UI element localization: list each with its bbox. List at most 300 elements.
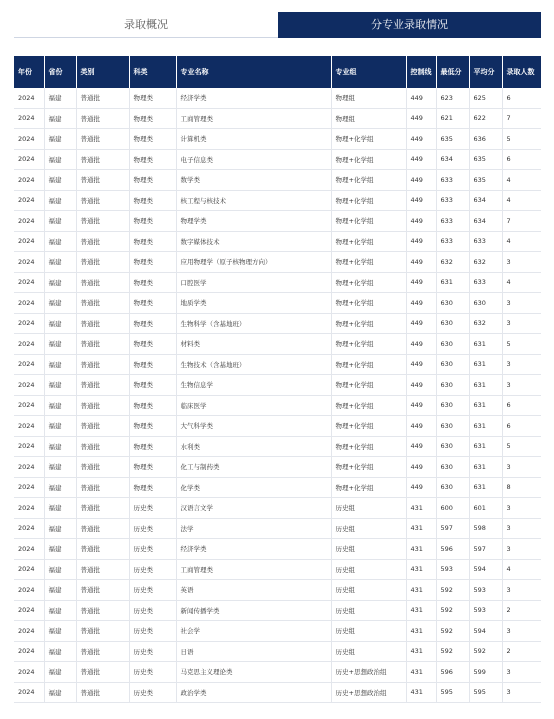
table-cell: 普通批	[76, 457, 129, 478]
table-cell: 3	[502, 539, 541, 560]
table-cell: 历史类	[129, 600, 176, 621]
table-row	[14, 457, 541, 478]
header-major-group: 专业组	[331, 56, 406, 88]
table-cell: 普通批	[76, 272, 129, 293]
table-cell: 物理类	[129, 149, 176, 170]
table-row	[14, 231, 541, 252]
table-cell: 631	[469, 375, 502, 396]
table-cell: 物理+化学组	[331, 457, 406, 478]
table-cell: 596	[436, 662, 469, 683]
table-cell: 2024	[14, 457, 44, 478]
table-cell: 福建	[44, 129, 76, 150]
table-cell: 6	[502, 88, 541, 108]
table-cell: 449	[406, 252, 436, 273]
table-cell: 福建	[44, 641, 76, 662]
table-cell: 3	[502, 662, 541, 683]
table-cell: 生物技术（含基地班）	[176, 354, 331, 375]
table-cell: 2024	[14, 272, 44, 293]
table-cell: 普通批	[76, 621, 129, 642]
table-cell: 水利类	[176, 436, 331, 457]
table-cell: 物理+化学组	[331, 477, 406, 498]
table-cell: 2024	[14, 395, 44, 416]
table-cell: 2024	[14, 498, 44, 519]
table-cell: 631	[469, 416, 502, 437]
table-cell: 普通批	[76, 559, 129, 580]
table-cell: 福建	[44, 662, 76, 683]
table-cell: 福建	[44, 600, 76, 621]
table-cell: 3	[502, 580, 541, 601]
table-cell: 3	[502, 682, 541, 703]
table-cell: 4	[502, 559, 541, 580]
table-cell: 福建	[44, 580, 76, 601]
table-cell: 物理+化学组	[331, 436, 406, 457]
table-cell: 物理类	[129, 170, 176, 191]
table-cell: 633	[436, 190, 469, 211]
table-row	[14, 129, 541, 150]
table-cell: 化工与制药类	[176, 457, 331, 478]
table-cell: 普通批	[76, 518, 129, 539]
tab-admission-overview[interactable]: 录取概况	[14, 12, 278, 38]
table-cell: 福建	[44, 108, 76, 129]
table-cell: 新闻传播学类	[176, 600, 331, 621]
table-cell: 449	[406, 313, 436, 334]
table-cell: 6	[502, 395, 541, 416]
table-cell: 449	[406, 354, 436, 375]
table-cell: 物理+化学组	[331, 190, 406, 211]
table-cell: 工商管理类	[176, 559, 331, 580]
table-row	[14, 559, 541, 580]
table-cell: 5	[502, 436, 541, 457]
table-cell: 634	[469, 211, 502, 232]
table-cell: 物理类	[129, 129, 176, 150]
table-cell: 物理类	[129, 457, 176, 478]
table-cell: 普通批	[76, 580, 129, 601]
table-cell: 福建	[44, 559, 76, 580]
table-cell: 福建	[44, 149, 76, 170]
table-cell: 普通批	[76, 498, 129, 519]
table-cell: 普通批	[76, 539, 129, 560]
table-cell: 2024	[14, 334, 44, 355]
table-cell: 635	[436, 129, 469, 150]
table-cell: 636	[469, 129, 502, 150]
table-cell: 物理学类	[176, 211, 331, 232]
table-row	[14, 252, 541, 273]
table-cell: 449	[406, 149, 436, 170]
table-cell: 物理+化学组	[331, 211, 406, 232]
table-cell: 633	[436, 211, 469, 232]
table-cell: 633	[469, 231, 502, 252]
table-cell: 4	[502, 190, 541, 211]
table-row	[14, 170, 541, 191]
table-cell: 2024	[14, 88, 44, 108]
table-cell: 449	[406, 395, 436, 416]
table-cell: 2024	[14, 190, 44, 211]
table-cell: 431	[406, 621, 436, 642]
tab-admission-by-major[interactable]: 分专业录取情况	[278, 12, 541, 38]
table-cell: 福建	[44, 190, 76, 211]
table-cell: 物理+化学组	[331, 293, 406, 314]
table-row	[14, 272, 541, 293]
table-cell: 449	[406, 211, 436, 232]
table-cell: 历史类	[129, 682, 176, 703]
table-cell: 物理+化学组	[331, 149, 406, 170]
table-cell: 592	[436, 600, 469, 621]
table-cell: 物理类	[129, 334, 176, 355]
table-cell: 630	[436, 334, 469, 355]
table-cell: 2024	[14, 641, 44, 662]
table-cell: 5	[502, 334, 541, 355]
table-cell: 生物科学（含基地班）	[176, 313, 331, 334]
table-cell: 3	[502, 621, 541, 642]
table-cell: 普通批	[76, 108, 129, 129]
table-cell: 631	[469, 354, 502, 375]
table-cell: 631	[469, 457, 502, 478]
table-cell: 临床医学	[176, 395, 331, 416]
table-row	[14, 580, 541, 601]
table-cell: 福建	[44, 457, 76, 478]
table-cell: 物理组	[331, 108, 406, 129]
table-cell: 福建	[44, 416, 76, 437]
table-cell: 历史类	[129, 662, 176, 683]
table-cell: 经济学类	[176, 539, 331, 560]
table-cell: 政治学类	[176, 682, 331, 703]
table-cell: 449	[406, 272, 436, 293]
table-cell: 632	[469, 313, 502, 334]
table-cell: 物理+化学组	[331, 375, 406, 396]
table-cell: 历史类	[129, 580, 176, 601]
table-cell: 431	[406, 662, 436, 683]
table-cell: 物理类	[129, 416, 176, 437]
table-cell: 普通批	[76, 436, 129, 457]
table-cell: 4	[502, 272, 541, 293]
table-cell: 633	[469, 272, 502, 293]
table-cell: 596	[436, 539, 469, 560]
table-cell: 物理类	[129, 354, 176, 375]
table-cell: 632	[436, 252, 469, 273]
header-major-name: 专业名称	[176, 56, 331, 88]
table-cell: 449	[406, 170, 436, 191]
table-cell: 630	[436, 436, 469, 457]
table-cell: 福建	[44, 211, 76, 232]
table-cell: 2024	[14, 416, 44, 437]
table-cell: 普通批	[76, 88, 129, 108]
table-row	[14, 88, 541, 108]
table-cell: 449	[406, 334, 436, 355]
table-row	[14, 149, 541, 170]
table-cell: 核工程与核技术	[176, 190, 331, 211]
table-cell: 2024	[14, 129, 44, 150]
header-min-score: 最低分	[436, 56, 469, 88]
table-cell: 物理+化学组	[331, 252, 406, 273]
table-cell: 历史组	[331, 641, 406, 662]
table-cell: 631	[469, 477, 502, 498]
table-row	[14, 313, 541, 334]
table-cell: 福建	[44, 539, 76, 560]
table-cell: 631	[436, 272, 469, 293]
table-row	[14, 477, 541, 498]
table-cell: 2024	[14, 252, 44, 273]
table-cell: 历史类	[129, 621, 176, 642]
table-cell: 630	[436, 354, 469, 375]
table-cell: 2024	[14, 170, 44, 191]
table-cell: 生物信息学	[176, 375, 331, 396]
table-cell: 普通批	[76, 416, 129, 437]
table-cell: 594	[469, 621, 502, 642]
table-cell: 630	[436, 457, 469, 478]
table-cell: 6	[502, 149, 541, 170]
table-row	[14, 211, 541, 232]
table-cell: 物理类	[129, 375, 176, 396]
table-row	[14, 621, 541, 642]
table-cell: 物理+化学组	[331, 354, 406, 375]
table-header-row	[14, 56, 541, 88]
table-cell: 631	[469, 395, 502, 416]
table-cell: 2024	[14, 436, 44, 457]
table-cell: 物理类	[129, 477, 176, 498]
table-row	[14, 662, 541, 683]
table-cell: 历史组	[331, 559, 406, 580]
table-cell: 633	[436, 231, 469, 252]
table-cell: 普通批	[76, 252, 129, 273]
table-cell: 福建	[44, 375, 76, 396]
table-cell: 2024	[14, 539, 44, 560]
table-cell: 普通批	[76, 170, 129, 191]
table-cell: 4	[502, 170, 541, 191]
table-cell: 数学类	[176, 170, 331, 191]
table-cell: 431	[406, 539, 436, 560]
table-cell: 2024	[14, 662, 44, 683]
table-cell: 2024	[14, 149, 44, 170]
table-row	[14, 395, 541, 416]
table-cell: 622	[469, 108, 502, 129]
table-cell: 社会学	[176, 621, 331, 642]
tab-bar	[14, 12, 541, 38]
table-cell: 449	[406, 129, 436, 150]
table-cell: 福建	[44, 88, 76, 108]
table-cell: 化学类	[176, 477, 331, 498]
table-cell: 630	[436, 416, 469, 437]
table-row	[14, 600, 541, 621]
table-cell: 福建	[44, 395, 76, 416]
table-cell: 物理+化学组	[331, 313, 406, 334]
table-cell: 595	[436, 682, 469, 703]
table-cell: 2024	[14, 477, 44, 498]
table-cell: 福建	[44, 354, 76, 375]
table-cell: 物理+化学组	[331, 231, 406, 252]
table-cell: 635	[469, 170, 502, 191]
header-year: 年份	[14, 56, 44, 88]
table-cell: 大气科学类	[176, 416, 331, 437]
table-cell: 普通批	[76, 211, 129, 232]
table-cell: 马克思主义理论类	[176, 662, 331, 683]
table-row	[14, 354, 541, 375]
table-cell: 431	[406, 641, 436, 662]
table-cell: 普通批	[76, 641, 129, 662]
table-cell: 601	[469, 498, 502, 519]
table-cell: 计算机类	[176, 129, 331, 150]
table-cell: 2024	[14, 518, 44, 539]
table-cell: 福建	[44, 272, 76, 293]
table-cell: 物理类	[129, 108, 176, 129]
table-cell: 594	[469, 559, 502, 580]
table-cell: 福建	[44, 477, 76, 498]
table-cell: 2024	[14, 621, 44, 642]
table-row	[14, 518, 541, 539]
table-cell: 599	[469, 662, 502, 683]
table-cell: 449	[406, 375, 436, 396]
table-cell: 普通批	[76, 375, 129, 396]
table-cell: 物理类	[129, 272, 176, 293]
table-row	[14, 293, 541, 314]
table-cell: 2024	[14, 293, 44, 314]
header-avg-score: 平均分	[469, 56, 502, 88]
table-cell: 431	[406, 518, 436, 539]
table-cell: 449	[406, 436, 436, 457]
table-cell: 592	[436, 621, 469, 642]
table-cell: 普通批	[76, 682, 129, 703]
table-cell: 630	[436, 395, 469, 416]
table-cell: 598	[469, 518, 502, 539]
table-cell: 3	[502, 457, 541, 478]
table-row	[14, 436, 541, 457]
table-cell: 595	[469, 682, 502, 703]
table-row	[14, 416, 541, 437]
table-cell: 3	[502, 313, 541, 334]
table-row	[14, 375, 541, 396]
table-cell: 449	[406, 457, 436, 478]
table-cell: 物理+化学组	[331, 334, 406, 355]
table-cell: 449	[406, 88, 436, 108]
table-cell: 8	[502, 477, 541, 498]
table-cell: 普通批	[76, 334, 129, 355]
table-cell: 449	[406, 108, 436, 129]
table-cell: 2024	[14, 354, 44, 375]
table-cell: 英语	[176, 580, 331, 601]
table-cell: 应用物理学（原子核物理方向）	[176, 252, 331, 273]
admission-table	[14, 56, 541, 703]
table-cell: 福建	[44, 682, 76, 703]
table-cell: 历史组	[331, 498, 406, 519]
table-cell: 449	[406, 293, 436, 314]
table-cell: 2024	[14, 231, 44, 252]
table-cell: 630	[436, 293, 469, 314]
table-cell: 材料类	[176, 334, 331, 355]
table-cell: 普通批	[76, 190, 129, 211]
table-cell: 2	[502, 600, 541, 621]
table-cell: 3	[502, 354, 541, 375]
table-cell: 历史组	[331, 621, 406, 642]
table-cell: 623	[436, 88, 469, 108]
table-cell: 物理类	[129, 88, 176, 108]
header-province: 省份	[44, 56, 76, 88]
table-cell: 593	[469, 600, 502, 621]
table-cell: 631	[469, 436, 502, 457]
table-cell: 物理+化学组	[331, 395, 406, 416]
table-cell: 物理类	[129, 231, 176, 252]
table-cell: 630	[436, 375, 469, 396]
table-body	[14, 88, 541, 703]
table-cell: 物理类	[129, 313, 176, 334]
table-cell: 物理+化学组	[331, 129, 406, 150]
table-cell: 地质学类	[176, 293, 331, 314]
table-cell: 431	[406, 498, 436, 519]
table-cell: 普通批	[76, 600, 129, 621]
table-cell: 431	[406, 580, 436, 601]
header-subject-type: 科类	[129, 56, 176, 88]
table-cell: 2024	[14, 559, 44, 580]
table-cell: 449	[406, 477, 436, 498]
table-cell: 物理+化学组	[331, 272, 406, 293]
table-cell: 普通批	[76, 149, 129, 170]
table-cell: 物理类	[129, 395, 176, 416]
table-cell: 600	[436, 498, 469, 519]
table-cell: 普通批	[76, 477, 129, 498]
table-cell: 449	[406, 231, 436, 252]
table-cell: 2024	[14, 108, 44, 129]
table-cell: 630	[469, 293, 502, 314]
table-cell: 历史+思想政治组	[331, 662, 406, 683]
table-cell: 历史组	[331, 539, 406, 560]
table-cell: 632	[469, 252, 502, 273]
table-cell: 法学	[176, 518, 331, 539]
table-cell: 数字媒体技术	[176, 231, 331, 252]
table-cell: 625	[469, 88, 502, 108]
table-row	[14, 682, 541, 703]
table-cell: 福建	[44, 334, 76, 355]
table-cell: 630	[436, 477, 469, 498]
table-cell: 历史组	[331, 580, 406, 601]
table-cell: 历史类	[129, 498, 176, 519]
table-cell: 7	[502, 211, 541, 232]
table-cell: 普通批	[76, 354, 129, 375]
table-cell: 普通批	[76, 395, 129, 416]
table-cell: 2024	[14, 375, 44, 396]
table-cell: 2024	[14, 600, 44, 621]
table-cell: 593	[469, 580, 502, 601]
table-cell: 物理+化学组	[331, 170, 406, 191]
table-cell: 593	[436, 559, 469, 580]
table-cell: 5	[502, 129, 541, 150]
table-cell: 工商管理类	[176, 108, 331, 129]
table-cell: 历史类	[129, 518, 176, 539]
table-cell: 592	[436, 580, 469, 601]
table-cell: 普通批	[76, 231, 129, 252]
table-row	[14, 108, 541, 129]
table-cell: 物理类	[129, 190, 176, 211]
table-cell: 6	[502, 416, 541, 437]
table-cell: 3	[502, 375, 541, 396]
table-cell: 福建	[44, 231, 76, 252]
table-cell: 2	[502, 641, 541, 662]
table-cell: 普通批	[76, 662, 129, 683]
table-cell: 汉语言文学	[176, 498, 331, 519]
table-cell: 普通批	[76, 129, 129, 150]
table-cell: 2024	[14, 211, 44, 232]
table-cell: 物理类	[129, 293, 176, 314]
table-cell: 物理类	[129, 436, 176, 457]
table-cell: 物理组	[331, 88, 406, 108]
table-cell: 口腔医学	[176, 272, 331, 293]
table-cell: 2024	[14, 313, 44, 334]
table-cell: 历史类	[129, 641, 176, 662]
table-cell: 日语	[176, 641, 331, 662]
table-cell: 3	[502, 293, 541, 314]
header-control-line: 控制线	[406, 56, 436, 88]
table-cell: 福建	[44, 313, 76, 334]
table-cell: 635	[469, 149, 502, 170]
table-cell: 431	[406, 559, 436, 580]
table-cell: 历史+思想政治组	[331, 682, 406, 703]
